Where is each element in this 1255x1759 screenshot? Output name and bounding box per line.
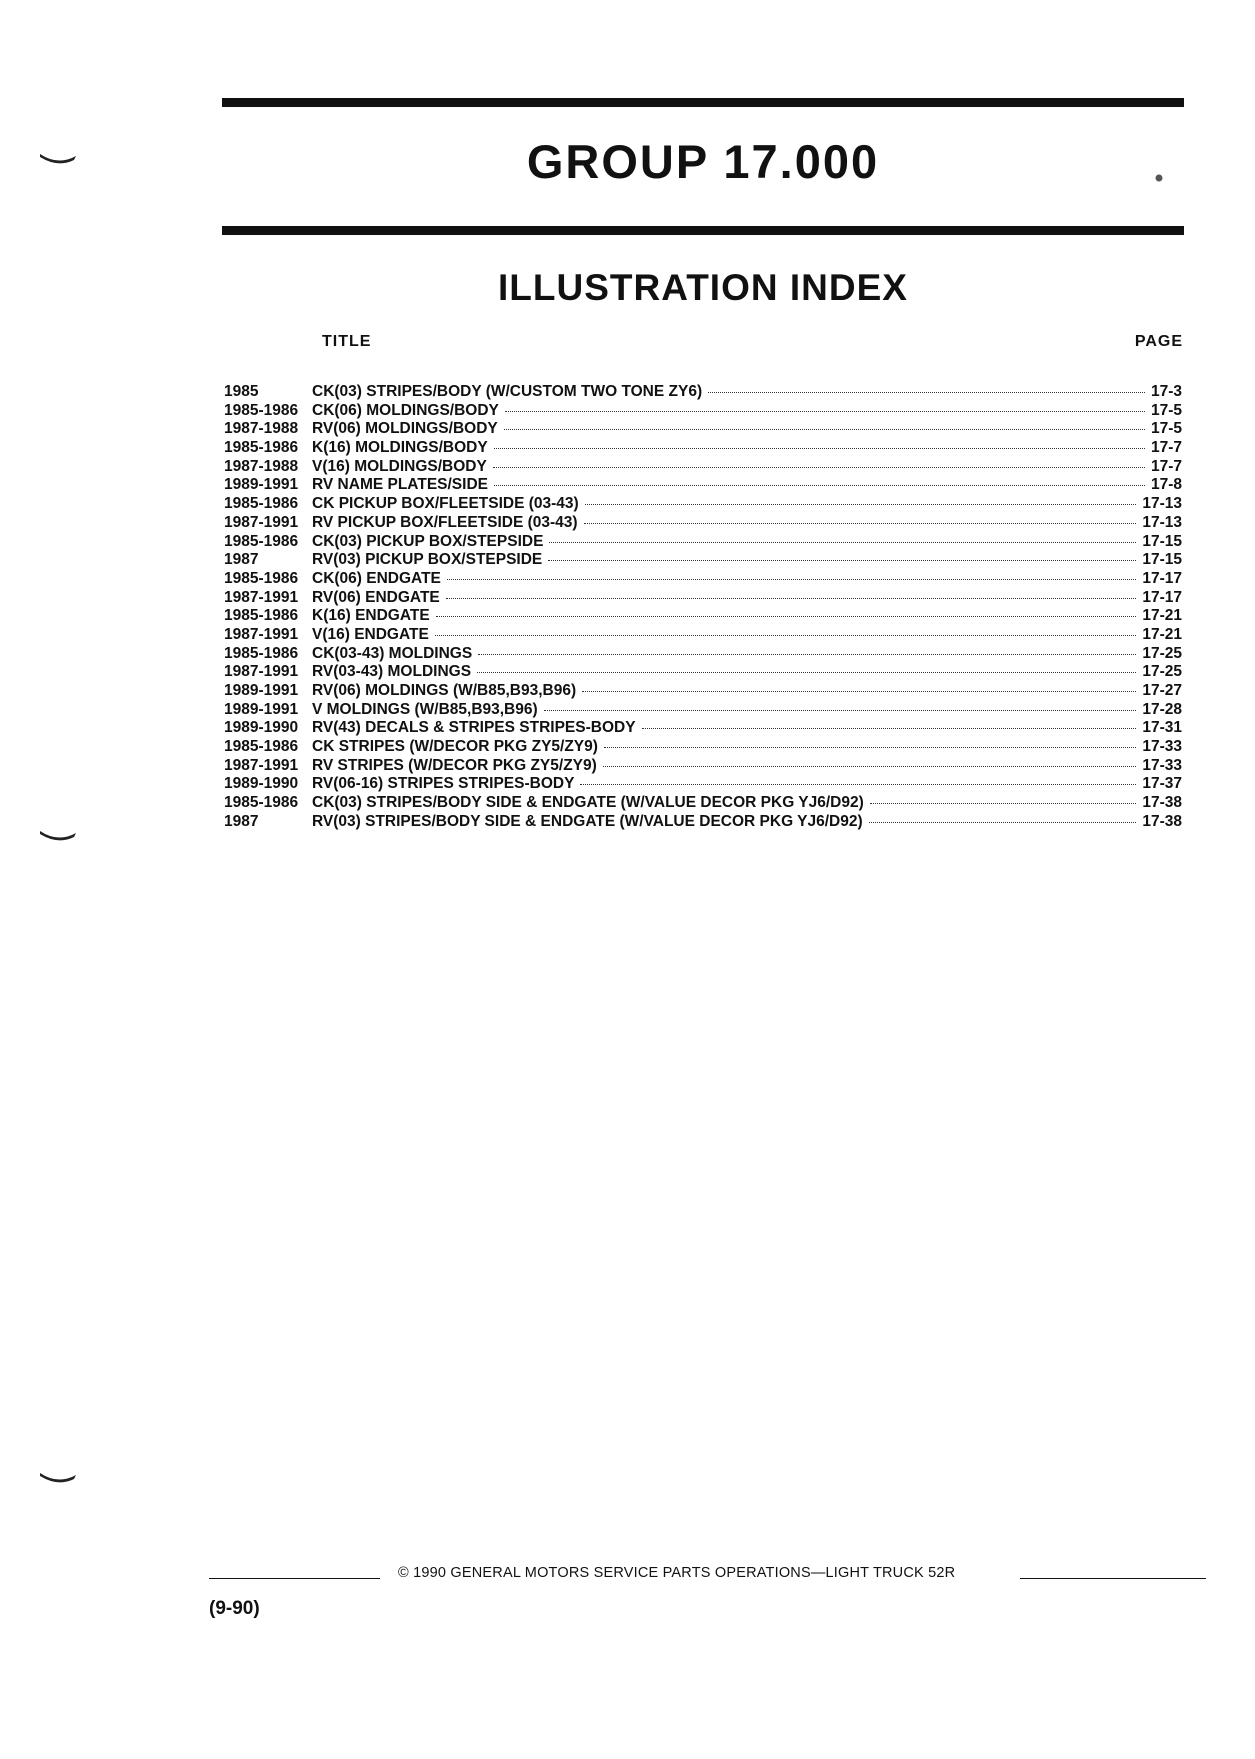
dot-leader — [544, 710, 1137, 711]
entry-title: V(16) MOLDINGS/BODY — [312, 457, 487, 475]
entry-title: V(16) ENDGATE — [312, 625, 429, 643]
entry-title: V MOLDINGS (W/B85,B93,B96) — [312, 700, 538, 718]
entry-title: RV NAME PLATES/SIDE — [312, 476, 488, 494]
dot-leader — [494, 448, 1145, 449]
entry-page-number: 17-33 — [1142, 738, 1182, 756]
entry-title: RV PICKUP BOX/FLEETSIDE (03-43) — [312, 513, 578, 531]
entry-page-number: 17-15 — [1142, 551, 1182, 569]
dot-leader — [436, 616, 1137, 617]
entry-page-number: 17-21 — [1142, 625, 1182, 643]
entry-year: 1985-1986 — [224, 495, 299, 513]
entry-title: CK(06) MOLDINGS/BODY — [312, 401, 499, 419]
entry-title: RV STRIPES (W/DECOR PKG ZY5/ZY9) — [312, 756, 597, 774]
entry-year: 1987-1991 — [224, 588, 299, 606]
dot-leader — [504, 429, 1145, 430]
entry-year: 1985 — [224, 383, 259, 400]
entry-page-number: 17-8 — [1150, 476, 1182, 494]
dot-leader — [447, 579, 1136, 580]
dot-leader — [582, 691, 1136, 692]
scan-speck — [1154, 172, 1164, 184]
index-entry — [224, 813, 1182, 832]
index-entry — [224, 570, 1182, 589]
entry-page-number: 17-5 — [1150, 420, 1182, 438]
binder-hole-mark — [38, 152, 78, 164]
index-entry — [224, 607, 1182, 626]
index-entry — [224, 738, 1182, 757]
group-title: GROUP 17.000 — [526, 135, 880, 188]
entry-page-number: 17-31 — [1142, 719, 1182, 737]
entry-title: RV(06) MOLDINGS (W/B85,B93,B96) — [312, 682, 577, 699]
entry-title: RV(43) DECALS & STRIPES STRIPES-BODY — [312, 719, 636, 737]
entry-title: RV(03) PICKUP BOX/STEPSIDE — [312, 551, 543, 569]
dot-leader — [435, 635, 1137, 636]
index-entry — [224, 775, 1182, 794]
entry-title: CK(03) STRIPES/BODY (W/CUSTOM TWO TONE ZY6) — [312, 383, 703, 400]
entry-page-number: 17-15 — [1142, 532, 1182, 550]
entry-year: 1989-1991 — [224, 476, 299, 494]
entry-page-number: 17-21 — [1142, 607, 1182, 625]
entry-year: 1987-1991 — [224, 663, 299, 681]
index-entry — [224, 626, 1182, 645]
entry-year: 1987-1988 — [224, 420, 299, 438]
entry-page-number: 17-3 — [1150, 383, 1182, 400]
entry-title: RV(06) MOLDINGS/BODY — [312, 420, 498, 438]
entry-year: 1989-1991 — [224, 700, 299, 718]
index-entry — [224, 701, 1182, 720]
entry-year: 1989-1991 — [224, 682, 299, 699]
dot-leader — [478, 654, 1136, 655]
entry-page-number: 17-17 — [1142, 569, 1182, 587]
dot-leader — [505, 411, 1145, 412]
index-entry — [224, 533, 1182, 552]
index-entry — [224, 794, 1182, 813]
index-entry — [224, 682, 1182, 701]
entry-title: K(16) ENDGATE — [312, 607, 430, 625]
dot-leader — [549, 542, 1136, 543]
entry-page-number: 17-33 — [1142, 756, 1182, 774]
entry-year: 1985-1986 — [224, 607, 299, 625]
entry-title: K(16) MOLDINGS/BODY — [312, 439, 488, 457]
binder-hole-mark — [38, 1471, 78, 1483]
entry-title: RV(03-43) MOLDINGS — [312, 663, 472, 681]
middle-rule — [222, 226, 1184, 235]
index-entry — [224, 589, 1182, 608]
entry-title: CK(03) STRIPES/BODY SIDE & ENDGATE (W/VALUE DECOR PKG YJ6/D92) — [312, 794, 864, 812]
entry-page-number: 17-27 — [1142, 682, 1182, 699]
entry-year: 1985-1986 — [224, 401, 299, 419]
entry-page-number: 17-5 — [1150, 401, 1182, 419]
entry-page-number: 17-25 — [1142, 644, 1182, 662]
entry-title: RV(03) STRIPES/BODY SIDE & ENDGATE (W/VALUE DECOR PKG YJ6/D92) — [312, 812, 863, 830]
entry-page-number: 17-13 — [1142, 513, 1182, 531]
dot-leader — [604, 747, 1136, 748]
entry-page-number: 17-25 — [1142, 663, 1182, 681]
index-entry — [224, 663, 1182, 682]
index-entry — [224, 439, 1182, 458]
dot-leader — [870, 803, 1137, 804]
entry-page-number: 17-7 — [1150, 439, 1182, 457]
index-entry — [224, 514, 1182, 533]
index-title: ILLUSTRATION INDEX — [498, 267, 908, 308]
dot-leader — [869, 822, 1137, 823]
dot-leader — [446, 598, 1137, 599]
binder-hole-mark — [38, 829, 78, 841]
footer-copyright: © 1990 GENERAL MOTORS SERVICE PARTS OPERATIONS—LIGHT TRUCK 52R — [398, 1565, 956, 1581]
column-header-page: PAGE — [1134, 333, 1183, 350]
entry-title: CK(06) ENDGATE — [312, 569, 441, 587]
entry-page-number: 17-38 — [1142, 812, 1182, 830]
footer-rule-right — [1020, 1578, 1206, 1579]
entry-title: CK(03-43) MOLDINGS — [312, 644, 473, 662]
dot-leader — [584, 523, 1137, 524]
index-entry — [224, 495, 1182, 514]
dot-leader — [494, 485, 1145, 486]
dot-leader — [477, 672, 1136, 673]
index-entry — [224, 476, 1182, 495]
entry-title: CK STRIPES (W/DECOR PKG ZY5/ZY9) — [312, 738, 598, 756]
entry-year: 1985-1986 — [224, 569, 299, 587]
entry-year: 1987 — [224, 551, 259, 569]
index-entry — [224, 420, 1182, 439]
entry-year: 1987-1991 — [224, 513, 299, 531]
footer-rule-left — [209, 1578, 380, 1579]
entry-year: 1987 — [224, 812, 259, 830]
entry-page-number: 17-37 — [1142, 775, 1182, 793]
entry-year: 1985-1986 — [224, 532, 299, 550]
entry-year: 1987-1988 — [224, 457, 299, 475]
entry-title: CK(03) PICKUP BOX/STEPSIDE — [312, 532, 544, 550]
dot-leader — [708, 392, 1145, 393]
dot-leader — [603, 766, 1137, 767]
dot-leader — [585, 504, 1137, 505]
entry-year: 1985-1986 — [224, 439, 299, 457]
dot-leader — [548, 560, 1136, 561]
entry-page-number: 17-13 — [1142, 495, 1182, 513]
illustration-index-list — [224, 383, 1182, 832]
entry-title: RV(06) ENDGATE — [312, 588, 440, 606]
entry-year: 1987-1991 — [224, 756, 299, 774]
entry-year: 1985-1986 — [224, 644, 299, 662]
dot-leader — [642, 728, 1137, 729]
column-header-title: TITLE — [322, 333, 372, 350]
index-entry — [224, 757, 1182, 776]
entry-page-number: 17-38 — [1142, 794, 1182, 812]
index-entry — [224, 402, 1182, 421]
entry-title: CK PICKUP BOX/FLEETSIDE (03-43) — [312, 495, 579, 513]
entry-year: 1985-1986 — [224, 738, 299, 756]
entry-year: 1989-1990 — [224, 775, 299, 793]
index-entry — [224, 551, 1182, 570]
index-entry — [224, 645, 1182, 664]
index-entry — [224, 458, 1182, 477]
entry-title: RV(06-16) STRIPES STRIPES-BODY — [312, 775, 575, 793]
entry-page-number: 17-7 — [1150, 457, 1182, 475]
index-entry — [224, 383, 1182, 402]
dot-leader — [580, 784, 1136, 785]
entry-year: 1987-1991 — [224, 625, 299, 643]
top-rule — [222, 98, 1184, 107]
entry-page-number: 17-28 — [1142, 700, 1182, 718]
entry-year: 1985-1986 — [224, 794, 299, 812]
entry-year: 1989-1990 — [224, 719, 299, 737]
index-entry — [224, 719, 1182, 738]
entry-page-number: 17-17 — [1142, 588, 1182, 606]
document-date-code: (9-90) — [209, 1598, 260, 1619]
dot-leader — [493, 467, 1145, 468]
